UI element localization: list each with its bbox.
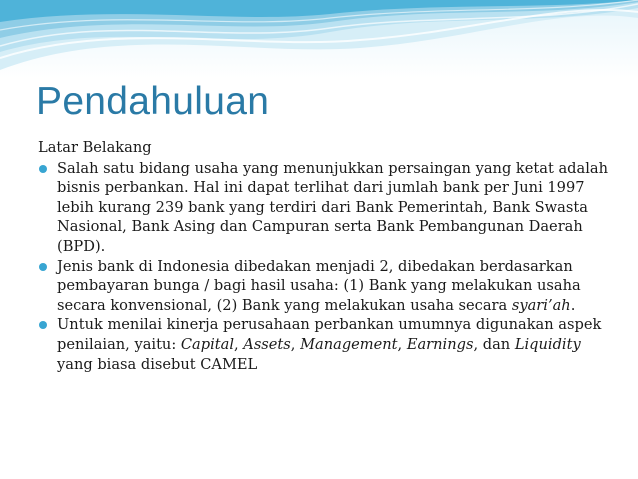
separator: ,: [397, 335, 407, 353]
bullet-dot-icon: [39, 165, 47, 173]
term-assets: Assets: [243, 335, 291, 353]
bullet-text-end: yang biasa disebut CAMEL: [57, 355, 258, 373]
separator: ,: [234, 335, 244, 353]
bullet-text: Untuk menilai kinerja perusahaan perbankan umumnya digunakan aspek penilaian, yaitu:: [57, 316, 602, 353]
bullet-list: [38, 159, 618, 375]
slide-body: [38, 138, 618, 374]
bullet-text-end: .: [570, 296, 576, 314]
italic-term-syariah: syari’ah: [511, 296, 571, 314]
bullet-dot-icon: [39, 321, 47, 329]
term-management: Management: [300, 335, 398, 353]
separator: ,: [290, 335, 301, 353]
header-wave-decoration: [0, 0, 638, 78]
term-liquidity: Liquidity: [514, 335, 581, 353]
bullet-text: Salah satu bidang usaha yang menunjukkan persaingan yang ketat adalah bisnis perbankan. Hal ini dapat terlihat dari jumlah bank per Juni 1997 lebih kurang 239 bank yang terdiri dari Bank Pemerintah, Bank Swasta Nasional, Bank Asing dan Campuran serta Bank Pembangunan Daerah (BPD).: [57, 159, 608, 255]
bullet-item-1: [38, 159, 618, 257]
term-capital: Capital: [180, 335, 234, 353]
bullet-dot-icon: [39, 263, 47, 271]
section-subtitle: Latar Belakang: [38, 139, 152, 156]
term-earnings: Earnings: [406, 335, 474, 353]
slide-title: Pendahuluan: [36, 80, 270, 123]
bullet-item-2: [38, 257, 618, 316]
bullet-item-3: [38, 315, 618, 374]
bullet-text: Jenis bank di Indonesia dibedakan menjadi 2, dibedakan berdasarkan pembayaran bunga / bagi hasil usaha: (1) Bank yang melakukan usaha secara konvensional, (2) Bank yang melakukan usaha secara: [57, 257, 581, 314]
separator: , dan: [473, 335, 515, 353]
